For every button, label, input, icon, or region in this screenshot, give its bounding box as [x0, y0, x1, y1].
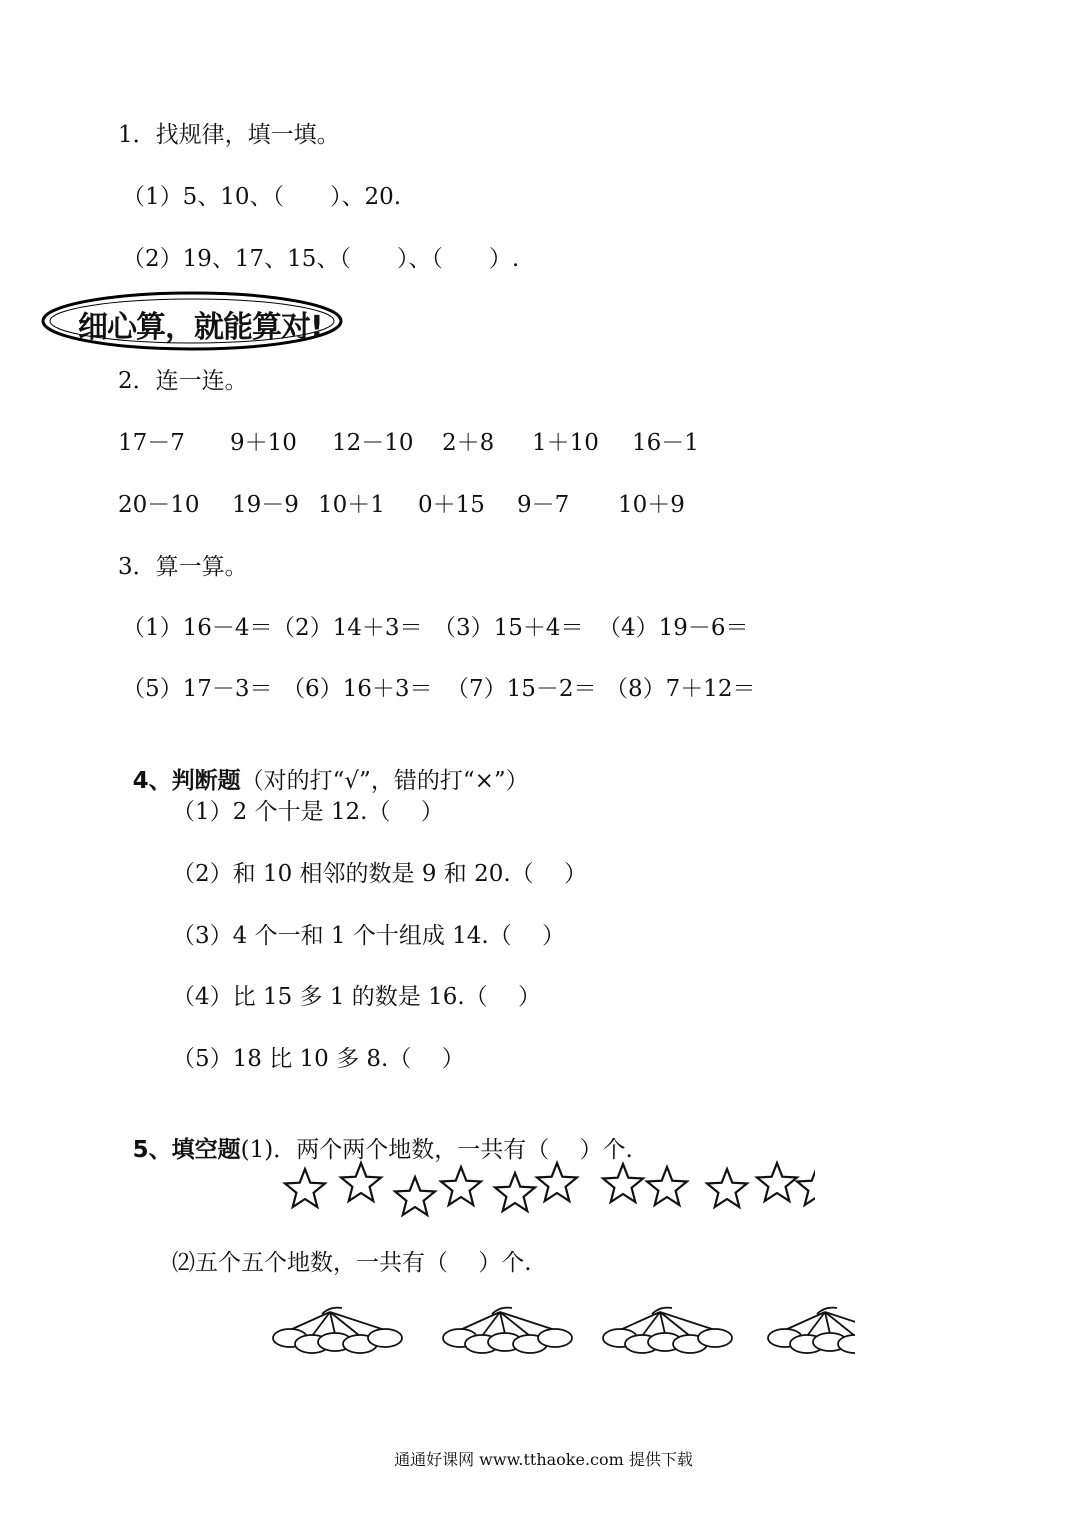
q3-row-2: [0, 674, 1087, 704]
q4-item-3: （3）4 个一和 1 个十组成 14.（ ）: [172, 923, 566, 949]
q4-heading: [118, 736, 529, 796]
calc-item: （5）17－3＝: [122, 676, 273, 702]
expr: 1＋10: [532, 430, 599, 456]
calc-item: （6）16＋3＝: [282, 676, 433, 702]
calc-item: （2）14＋3＝: [272, 615, 423, 641]
expr: 12－10: [332, 430, 414, 456]
q3-row-1: [0, 613, 1087, 643]
calc-item: （3）15＋4＝: [433, 615, 584, 641]
star-icon: [341, 1163, 381, 1201]
star-icon: [395, 1177, 435, 1215]
expr: 10＋1: [318, 492, 385, 518]
calc-item: （4）19－6＝: [598, 615, 749, 641]
expr: 9＋10: [230, 430, 297, 456]
cherry-bunch-icon: [603, 1308, 732, 1353]
q2-title: 2．连一连。: [118, 368, 248, 394]
star-icon: [495, 1173, 535, 1211]
star-icon: [797, 1167, 815, 1205]
expr: 0＋15: [418, 492, 485, 518]
star-icon: [757, 1163, 797, 1201]
calc-item: （1）16－4＝: [122, 615, 273, 641]
cherry-bunch-icon: [273, 1308, 402, 1353]
expr: 2＋8: [442, 430, 495, 456]
star-icon: [603, 1164, 643, 1202]
page-footer: 通通好课网 www.tthaoke.com 提供下载: [394, 1450, 693, 1469]
calc-item: （8）7＋12＝: [605, 676, 756, 702]
q5-item-2: ⑵五个五个地数，一共有（ ）个.: [172, 1250, 532, 1276]
star-icon: [537, 1163, 577, 1201]
q5-heading: [118, 1105, 633, 1165]
q5-label: 5、填空题: [132, 1137, 241, 1163]
expr: 20－10: [118, 492, 200, 518]
q4-item-5: （5）18 比 10 多 8.（ ）: [172, 1046, 465, 1072]
q1-item-2: （2）19、17、15、（ ）、（ ）.: [122, 246, 520, 272]
star-icon: [647, 1167, 687, 1205]
expr: 16－1: [632, 430, 699, 456]
expr: 17－7: [118, 430, 185, 456]
q4-instruction: （对的打“√”，错的打“×”）: [240, 768, 529, 794]
q4-item-2: （2）和 10 相邻的数是 9 和 20.（ ）: [172, 861, 587, 887]
cherry-bunch-icon: [443, 1308, 572, 1353]
banner-text: 细心算，就能算对!: [78, 310, 323, 345]
stars-illustration: [275, 1158, 815, 1223]
q4-item-1: （1）2 个十是 12.（ ）: [172, 799, 444, 825]
q2-row-1: [0, 428, 1087, 458]
calc-item: （7）15－2＝: [446, 676, 597, 702]
q5-item-1: (1)．两个两个地数，一共有（ ）个.: [240, 1137, 633, 1163]
q3-title: 3．算一算。: [118, 554, 248, 580]
q4-label: 4、判断题: [132, 768, 241, 794]
star-icon: [707, 1169, 747, 1207]
q4-item-4: （4）比 15 多 1 的数是 16.（ ）: [172, 984, 541, 1010]
expr: 19－9: [232, 492, 299, 518]
cherries-illustration: [235, 1300, 855, 1370]
star-icon: [441, 1167, 481, 1205]
star-icon: [285, 1169, 325, 1207]
q2-row-2: [0, 490, 1087, 520]
expr: 9－7: [517, 492, 570, 518]
q1-item-1: （1）5、10、（ ）、20.: [122, 184, 402, 210]
expr: 10＋9: [618, 492, 685, 518]
cherry-bunch-icon: [768, 1308, 855, 1353]
q1-title: 1．找规律，填一填。: [118, 122, 340, 148]
